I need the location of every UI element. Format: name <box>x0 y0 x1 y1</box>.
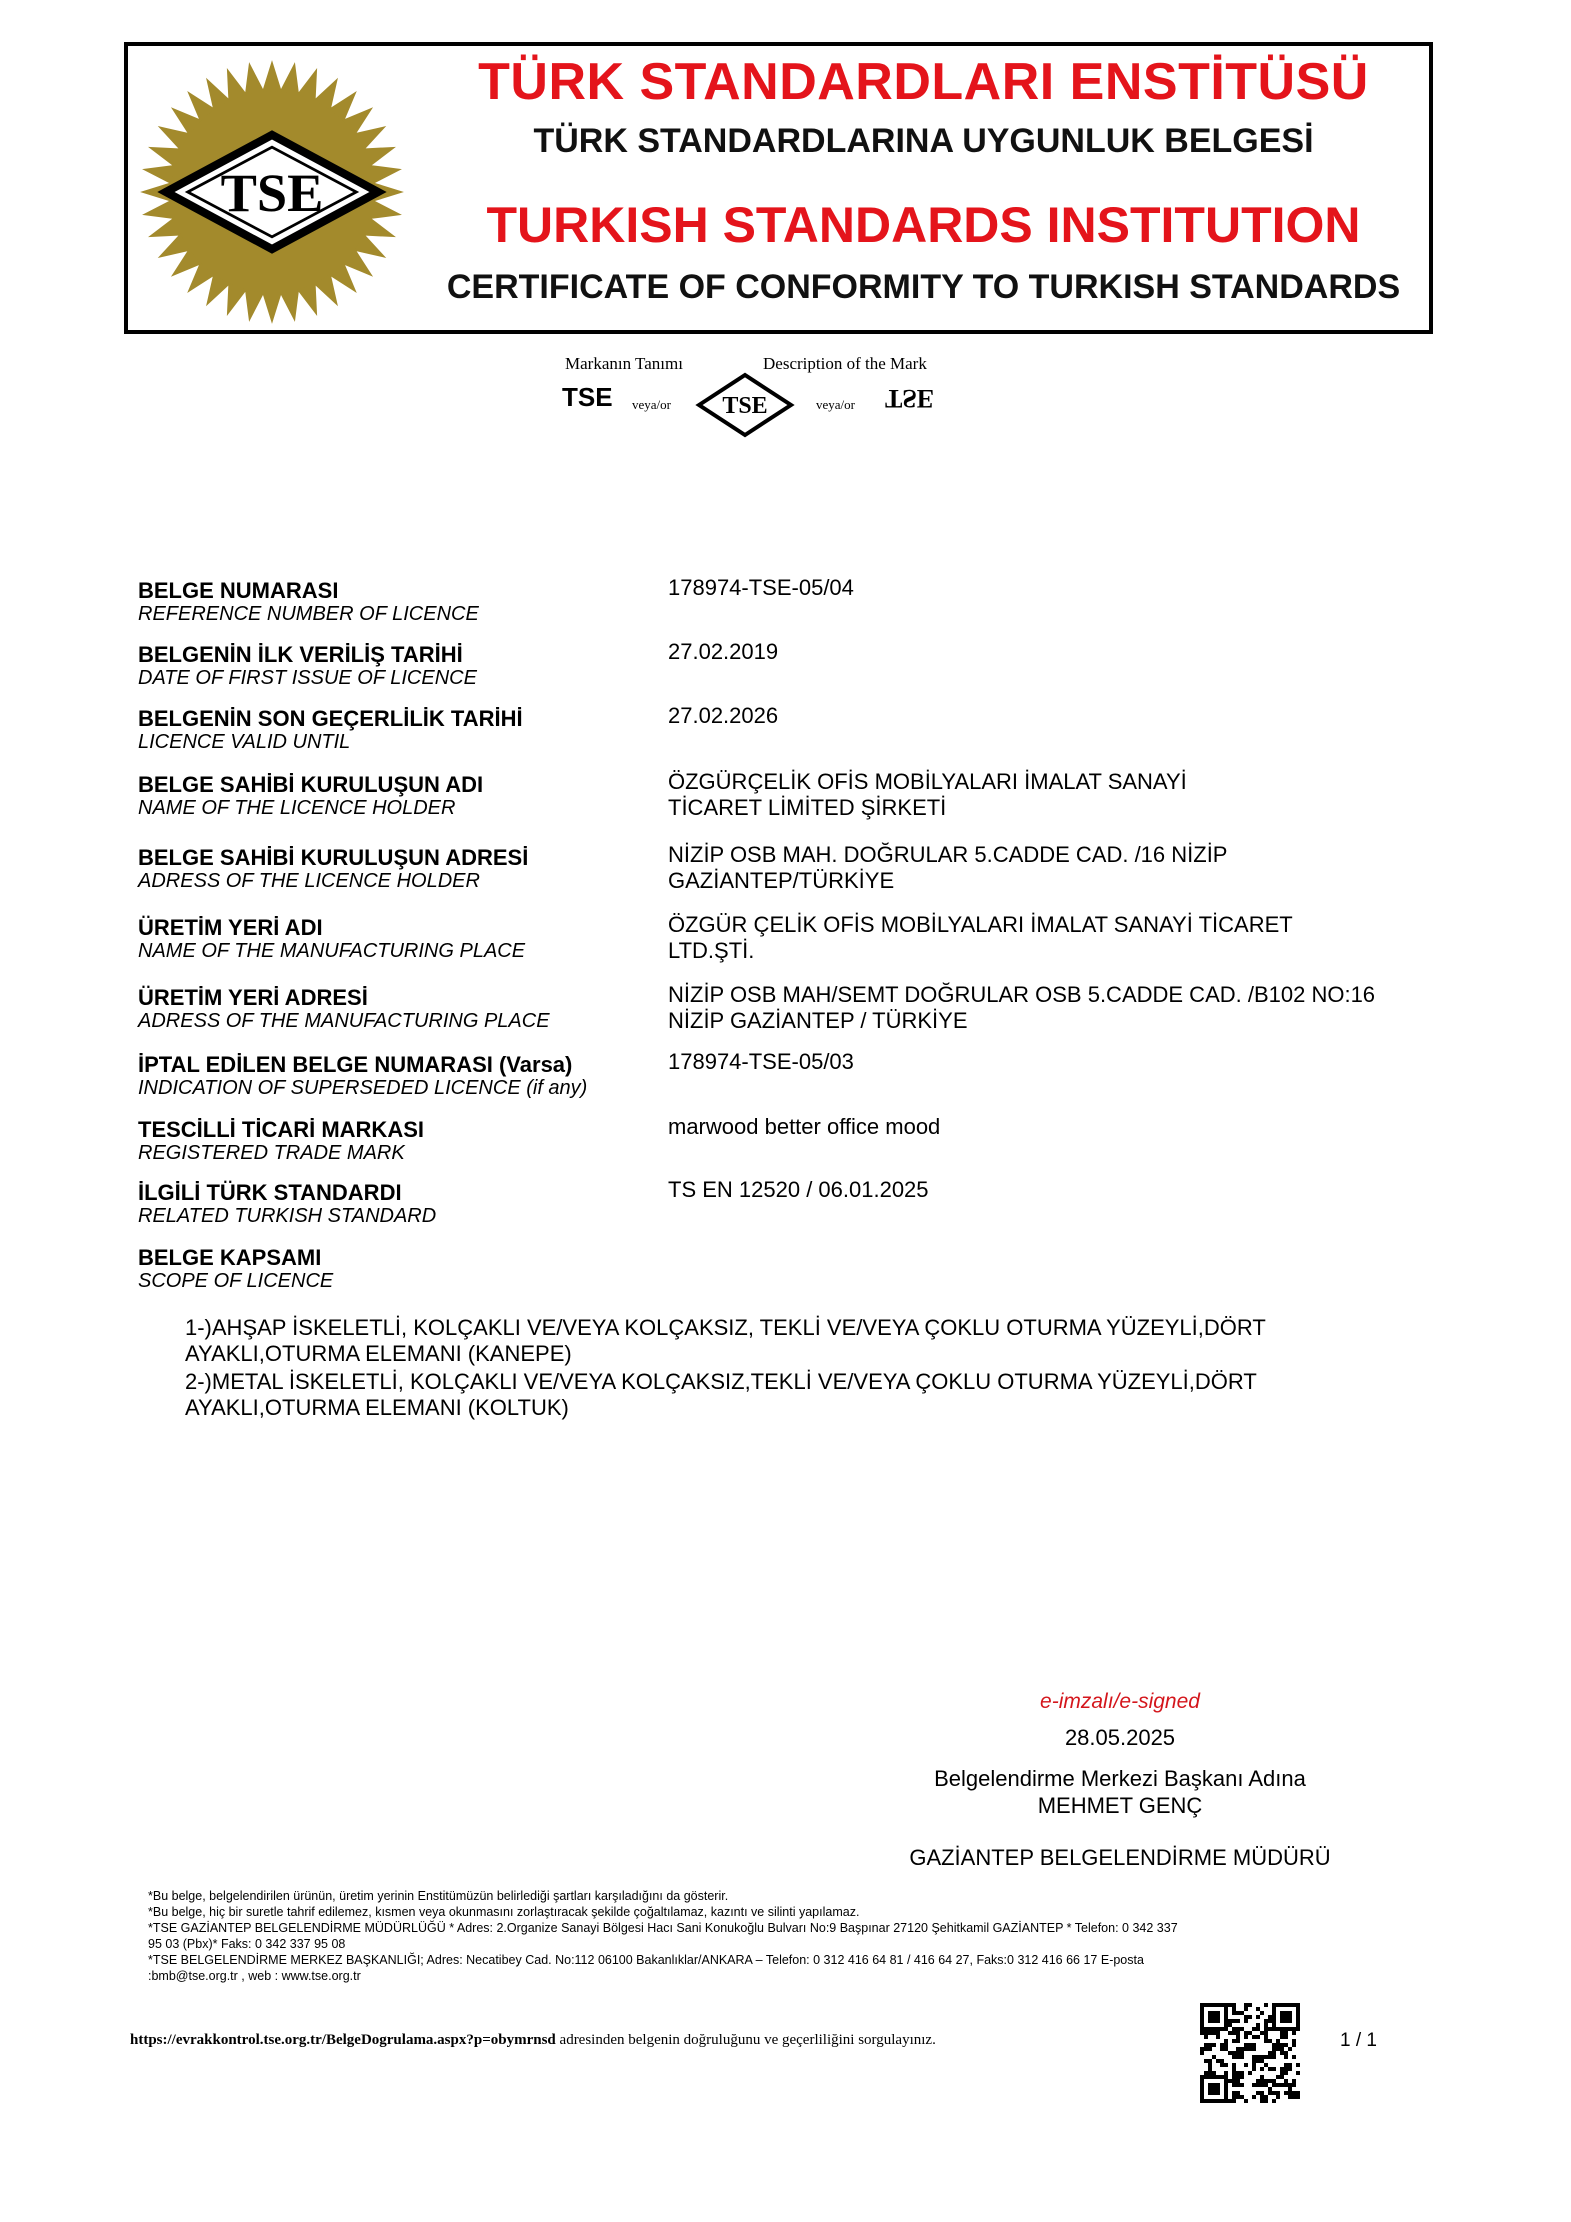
field-value: ÖZGÜRÇELİK OFİS MOBİLYALARI İMALAT SANAYİ <box>668 769 1187 794</box>
footnote: 95 03 (Pbx)* Faks: 0 342 337 95 08 <box>148 1937 346 1951</box>
field-sublabel: REFERENCE NUMBER OF LICENCE <box>138 603 479 625</box>
mark-or-2: veya/or <box>816 397 855 412</box>
field-sublabel: INDICATION OF SUPERSEDED LICENCE (if any) <box>138 1077 588 1099</box>
mark-description <box>560 352 980 442</box>
scope-line: AYAKLI,OTURMA ELEMANI (KANEPE) <box>185 1341 572 1366</box>
field-value: marwood better office mood <box>668 1114 941 1139</box>
scope-line: 2-)METAL İSKELETLİ, KOLÇAKLI VE/VEYA KOLÇAKSIZ,TEKLİ VE/VEYA ÇOKLU OTURMA YÜZEYLİ,DÖRT <box>185 1369 1257 1394</box>
page-number: 1 / 1 <box>1340 2030 1377 2051</box>
mark-text-tse: TSE <box>562 382 613 412</box>
field-value: NİZİP OSB MAH. DOĞRULAR 5.CADDE CAD. /16 NİZİP <box>668 842 1228 867</box>
mark-or-1: veya/or <box>632 397 671 412</box>
field-label: BELGE KAPSAMI <box>138 1245 322 1270</box>
tse-seal-logo <box>136 56 408 328</box>
field-sublabel: NAME OF THE MANUFACTURING PLACE <box>138 940 526 962</box>
mark-label-en: Description of the Mark <box>763 354 927 373</box>
certificate-subtitle-tr: TÜRK STANDARDLARINA UYGUNLUK BELGESİ <box>533 122 1314 160</box>
field-sublabel: SCOPE OF LICENCE <box>138 1270 334 1292</box>
field-value: NİZİP OSB MAH/SEMT DOĞRULAR OSB 5.CADDE CAD. /B102 NO:16 <box>668 982 1376 1007</box>
mark-text-tse-inverted: TSE <box>885 384 935 413</box>
field-value: 178974-TSE-05/03 <box>668 1049 854 1074</box>
footnote: :bmb@tse.org.tr , web : www.tse.org.tr <box>148 1969 361 1983</box>
verification-url[interactable]: https://evrakkontrol.tse.org.tr/BelgeDogrulama.aspx?p=obymrnsd <box>130 2032 556 2048</box>
certificate-subtitle-en: CERTIFICATE OF CONFORMITY TO TURKISH STANDARDS <box>446 268 1401 306</box>
field-value: 27.02.2019 <box>668 639 779 664</box>
verification-line <box>130 2032 936 2049</box>
field-value: 178974-TSE-05/04 <box>668 575 854 600</box>
field-label: BELGE NUMARASI <box>138 578 339 603</box>
field-label: ÜRETİM YERİ ADI <box>138 915 323 940</box>
field-label: ÜRETİM YERİ ADRESİ <box>138 985 368 1010</box>
svg-text:TSE: TSE <box>722 393 768 419</box>
footnote: *Bu belge, belgelendirilen ürünün, üretim yerinin Enstitümüzün belirlediği şartları karşıladığını da gösterir. <box>148 1889 729 1903</box>
field-label: İLGİLİ TÜRK STANDARDI <box>138 1180 402 1205</box>
signature-date: 28.05.2025 <box>1064 1725 1176 1750</box>
field-value: TS EN 12520 / 06.01.2025 <box>668 1177 929 1202</box>
field-sublabel: ADRESS OF THE LICENCE HOLDER <box>138 870 480 892</box>
field-sublabel: REGISTERED TRADE MARK <box>138 1142 405 1164</box>
field-sublabel: RELATED TURKISH STANDARD <box>138 1205 437 1227</box>
field-value-line2: NİZİP GAZİANTEP / TÜRKİYE <box>668 1008 968 1033</box>
field-value-line2: LTD.ŞTİ. <box>668 938 755 963</box>
qr-code-icon <box>1200 2003 1300 2103</box>
footnote: *Bu belge, hiç bir suretle tahrif edilemez, kısmen veya okunmasını zorlaştıracak şekilde çoğaltılamaz, kazıntı ve silinti yapılamaz. <box>148 1905 860 1919</box>
field-value: 27.02.2026 <box>668 703 779 728</box>
field-sublabel: LICENCE VALID UNTIL <box>138 731 351 753</box>
certificate-header <box>124 42 1433 334</box>
field-sublabel: ADRESS OF THE MANUFACTURING PLACE <box>138 1010 550 1032</box>
signer-name: MEHMET GENÇ <box>1037 1793 1203 1818</box>
field-sublabel: DATE OF FIRST ISSUE OF LICENCE <box>138 667 477 689</box>
field-value-line2: TİCARET LİMİTED ŞİRKETİ <box>668 795 947 820</box>
field-label: BELGE SAHİBİ KURULUŞUN ADRESİ <box>138 845 529 870</box>
field-label: BELGENİN İLK VERİLİŞ TARİHİ <box>138 642 463 667</box>
signer-title: GAZİANTEP BELGELENDİRME MÜDÜRÜ <box>909 1845 1331 1870</box>
field-value-line2: GAZİANTEP/TÜRKİYE <box>668 868 895 893</box>
mark-label-tr: Markanın Tanımı <box>565 354 683 373</box>
field-sublabel: NAME OF THE LICENCE HOLDER <box>138 797 456 819</box>
verification-text: adresinden belgenin doğruluğunu ve geçerliliğini sorgulayınız. <box>555 2032 936 2048</box>
svg-text:TSE: TSE <box>220 163 324 224</box>
field-label: TESCİLLİ TİCARİ MARKASI <box>138 1117 424 1142</box>
field-label: BELGE SAHİBİ KURULUŞUN ADI <box>138 772 484 797</box>
scope-line: AYAKLI,OTURMA ELEMANI (KOLTUK) <box>185 1395 569 1420</box>
field-label: BELGENİN SON GEÇERLİLİK TARİHİ <box>138 706 523 731</box>
institution-title-tr: TÜRK STANDARDLARI ENSTİTÜSÜ <box>478 53 1369 111</box>
field-label: İPTAL EDİLEN BELGE NUMARASI (Varsa) <box>138 1052 573 1077</box>
e-signed-label: e-imzalı/e-signed <box>1040 1690 1200 1713</box>
footnote: *TSE GAZİANTEP BELGELENDİRME MÜDÜRLÜĞÜ * Adres: 2.Organize Sanayi Bölgesi Hacı Sani Konukoğlu Bulvarı No:9 Başpınar 27120 Şehitkamil GAZİANTEP * Telefon: 0 342 337 <box>148 1921 1178 1935</box>
institution-title-en: TURKISH STANDARDS INSTITUTION <box>486 197 1361 253</box>
footnote: *TSE BELGELENDİRME MERKEZ BAŞKANLIĞI; Adres: Necatibey Cad. No:112 06100 Bakanlıklar/ANKARA – Telefon: 0 312 416 64 81 / 416 64 27, Faks:0 312 416 66 17 E-posta <box>148 1953 1144 1967</box>
field-value: ÖZGÜR ÇELİK OFİS MOBİLYALARI İMALAT SANAYİ TİCARET <box>668 912 1293 937</box>
mark-diamond-logo <box>695 372 795 438</box>
scope-line: 1-)AHŞAP İSKELETLİ, KOLÇAKLI VE/VEYA KOLÇAKSIZ, TEKLİ VE/VEYA ÇOKLU OTURMA YÜZEYLİ,DÖRT <box>185 1315 1266 1340</box>
signer-role: Belgelendirme Merkezi Başkanı Adına <box>934 1766 1306 1791</box>
